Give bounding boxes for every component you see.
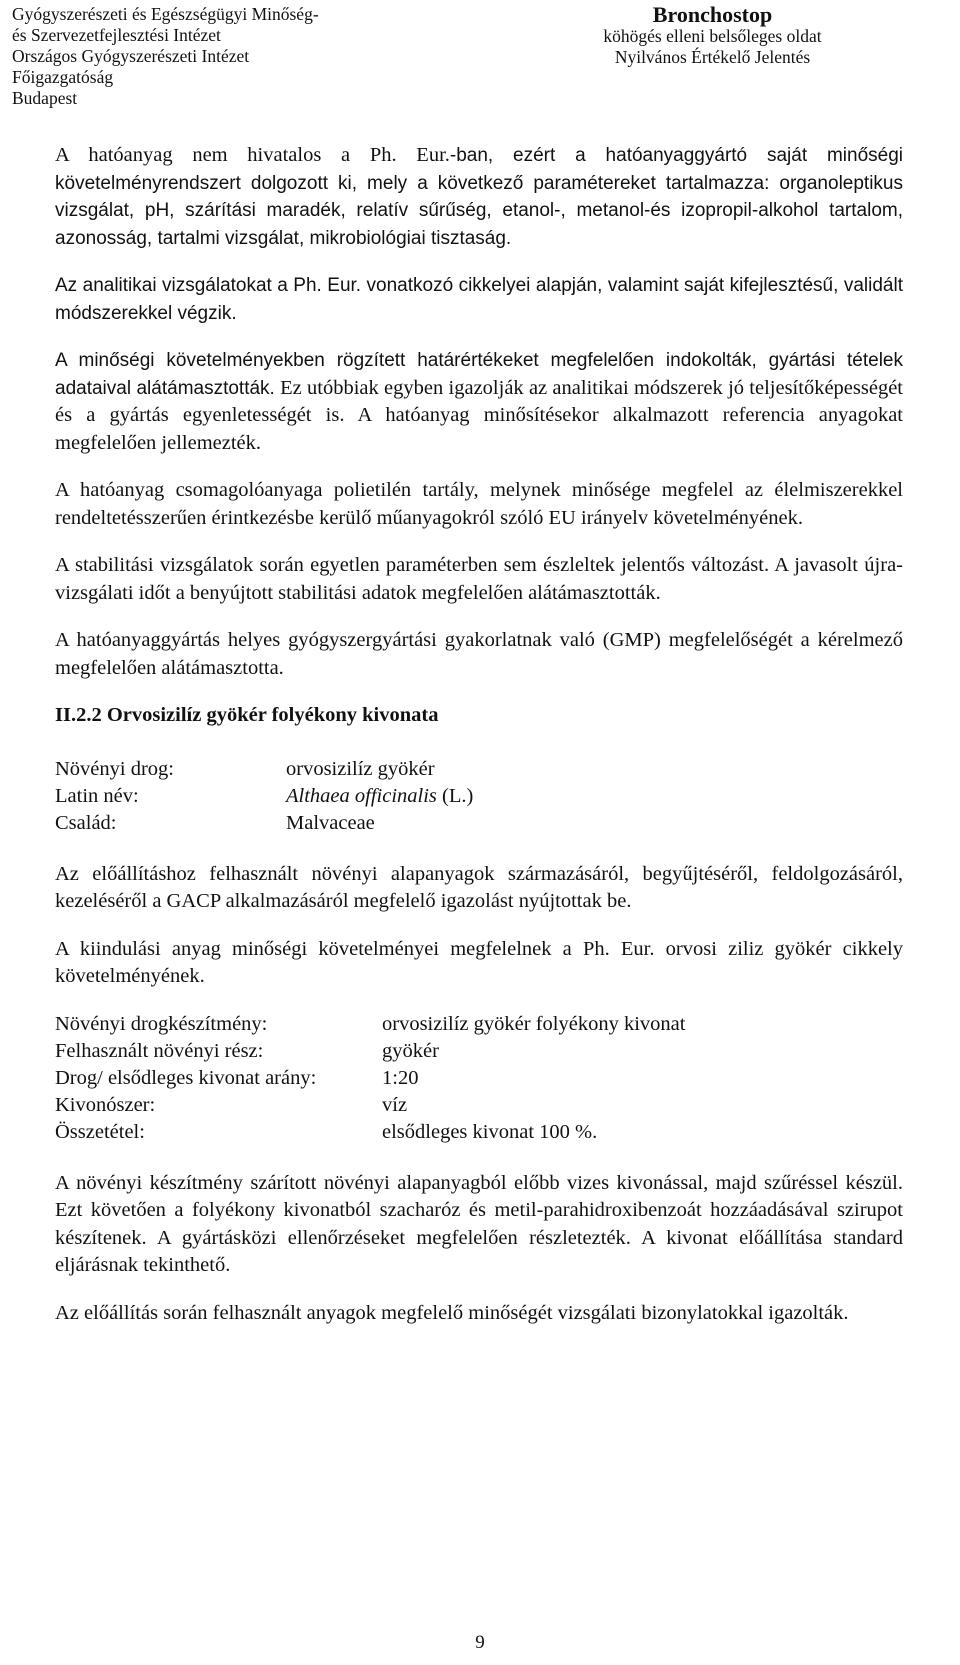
paragraph-text: A hatóanyag nem hivatalos a Ph. Eur. (55, 144, 450, 166)
paragraph: Az előállításhoz felhasznált növényi alapanyagok származásáról, begyűjtéséről, feldolgozásáról, kezeléséről a GACP alkalmazásáról megfelelő igazolást nyújtottak be. (55, 862, 903, 912)
paragraph: Az analitikai vizsgálatokat a Ph. Eur. vonatkozó cikkelyei alapján, valamint saját kifejlesztésű, validált módszerekkel végzik. (55, 275, 903, 324)
paragraph (55, 142, 903, 252)
paragraph-text: Ez utóbbiak egyben igazolják az analitikai módszerek jó teljesítőképességét és a gyártás egyenletességét is. A hatóanyag minősítésekor alkalmazott referencia anyagokat megfelelően jellemezték. (55, 376, 903, 454)
field-value: orvosizilíz gyökér (286, 757, 435, 780)
paragraph: Az előállítás során felhasznált anyagok megfelelő minőségét vizsgálati bizonylatokkal igazolták. (55, 1301, 849, 1324)
field-label: Összetétel: (55, 1120, 145, 1143)
table-row (55, 810, 473, 837)
table-row (55, 1011, 685, 1038)
field-label: Család: (55, 811, 117, 834)
field-label: Kivonószer: (55, 1093, 156, 1116)
table-row (55, 1038, 685, 1065)
table-row (55, 1119, 685, 1146)
paragraph: A kiindulási anyag minőségi követelményei megfelelnek a Ph. Eur. orvosi ziliz gyökér cikkely követelményének. (55, 937, 903, 987)
product-title: Bronchostop (652, 2, 773, 27)
field-label: Felhasznált növényi rész: (55, 1039, 264, 1062)
section-heading (55, 702, 903, 730)
drug-info-table (55, 756, 473, 837)
field-value: gyökér (382, 1039, 439, 1062)
paragraph: A hatóanyaggyártás helyes gyógyszergyártási gyakorlatnak való (GMP) megfelelőségét a kérelmező megfelelően alátámasztotta. (55, 629, 903, 679)
field-value: 1:20 (382, 1066, 419, 1089)
preparation-info-table (55, 1011, 685, 1146)
field-value: elsődleges kivonat 100 %. (382, 1120, 598, 1143)
header-product (545, 4, 880, 68)
document-body (55, 142, 903, 1347)
table-row (55, 756, 473, 783)
paragraph: A növényi készítmény szárított növényi alapanyagból előbb vizes kivonással, majd szűréssel készül. Ezt követően a folyékony kivonatból szacharóz és metil-parahidroxibenzoát hozzáadásával szirupot készítenek. A gyártásközi ellenőrzéseket megfelelően részletezték. A kivonat előállítása standard eljárásnak tekinthető. (55, 1171, 903, 1276)
field-value: orvosizilíz gyökér folyékony kivonat (382, 1012, 686, 1035)
field-label: Latin név: (55, 784, 139, 807)
header-institution-line: Budapest (12, 88, 78, 108)
header-institution (12, 4, 319, 109)
author-abbreviation: (L.) (436, 784, 474, 807)
field-label: Növényi drogkészítmény: (55, 1012, 268, 1035)
field-label: Drog/ elsődleges kivonat arány: (55, 1066, 317, 1089)
paragraph-text: A minőségi követelményekben rögzített határértékeket megfelelően indokolták, gyártási tételek adataival alátámasztották. (55, 350, 903, 399)
table-row (55, 1065, 685, 1092)
header-institution-line: Országos Gyógyszerészeti Intézet (12, 46, 250, 66)
paragraph-text: -ban, ezért a hatóanyaggyártó saját minőségi követelményrendszert dolgozott ki, mely a következő paramétereket tartalmazza: organoleptikus vizsgálat, pH, szárítási maradék, relatív sűrűség, etanol-, metanol-és izopropil-alkohol tartalom, azonosság, tartalmi vizsgálat, mikrobiológiai tisztaság. (55, 145, 903, 249)
report-type: Nyilvános Értékelő Jelentés (614, 47, 811, 67)
header-institution-line: Gyógyszerészeti és Egészségügyi Minőség- (12, 4, 319, 24)
header-institution-line: Főigazgatóság (12, 67, 114, 87)
section-number: II.2.2 (55, 704, 102, 726)
section-title: Orvosizilíz gyökér folyékony kivonata (101, 704, 439, 726)
paragraph (55, 347, 903, 457)
field-value: víz (382, 1093, 408, 1116)
paragraph: A stabilitási vizsgálatok során egyetlen paraméterben sem észleltek jelentős változást. A javasolt újra-vizsgálati időt a benyújtott stabilitási adatok megfelelően alátámasztották. (55, 554, 903, 604)
table-row (55, 783, 473, 810)
paragraph: A hatóanyag csomagolóanyaga polietilén tartály, melynek minősége megfelel az élelmiszerekkel rendeltetésszerűen érintkezésbe kerülő műanyagokról szóló EU irányelv követelményének. (55, 479, 903, 529)
header-institution-line: és Szervezetfejlesztési Intézet (12, 25, 221, 45)
latin-name: Althaea officinalis (286, 784, 437, 807)
field-value (286, 783, 473, 810)
table-row (55, 1092, 685, 1119)
field-value: Malvaceae (286, 811, 375, 834)
field-label: Növényi drog: (55, 757, 174, 780)
product-subtitle: köhögés elleni belsőleges oldat (603, 26, 822, 46)
page-number: 9 (475, 1632, 485, 1653)
